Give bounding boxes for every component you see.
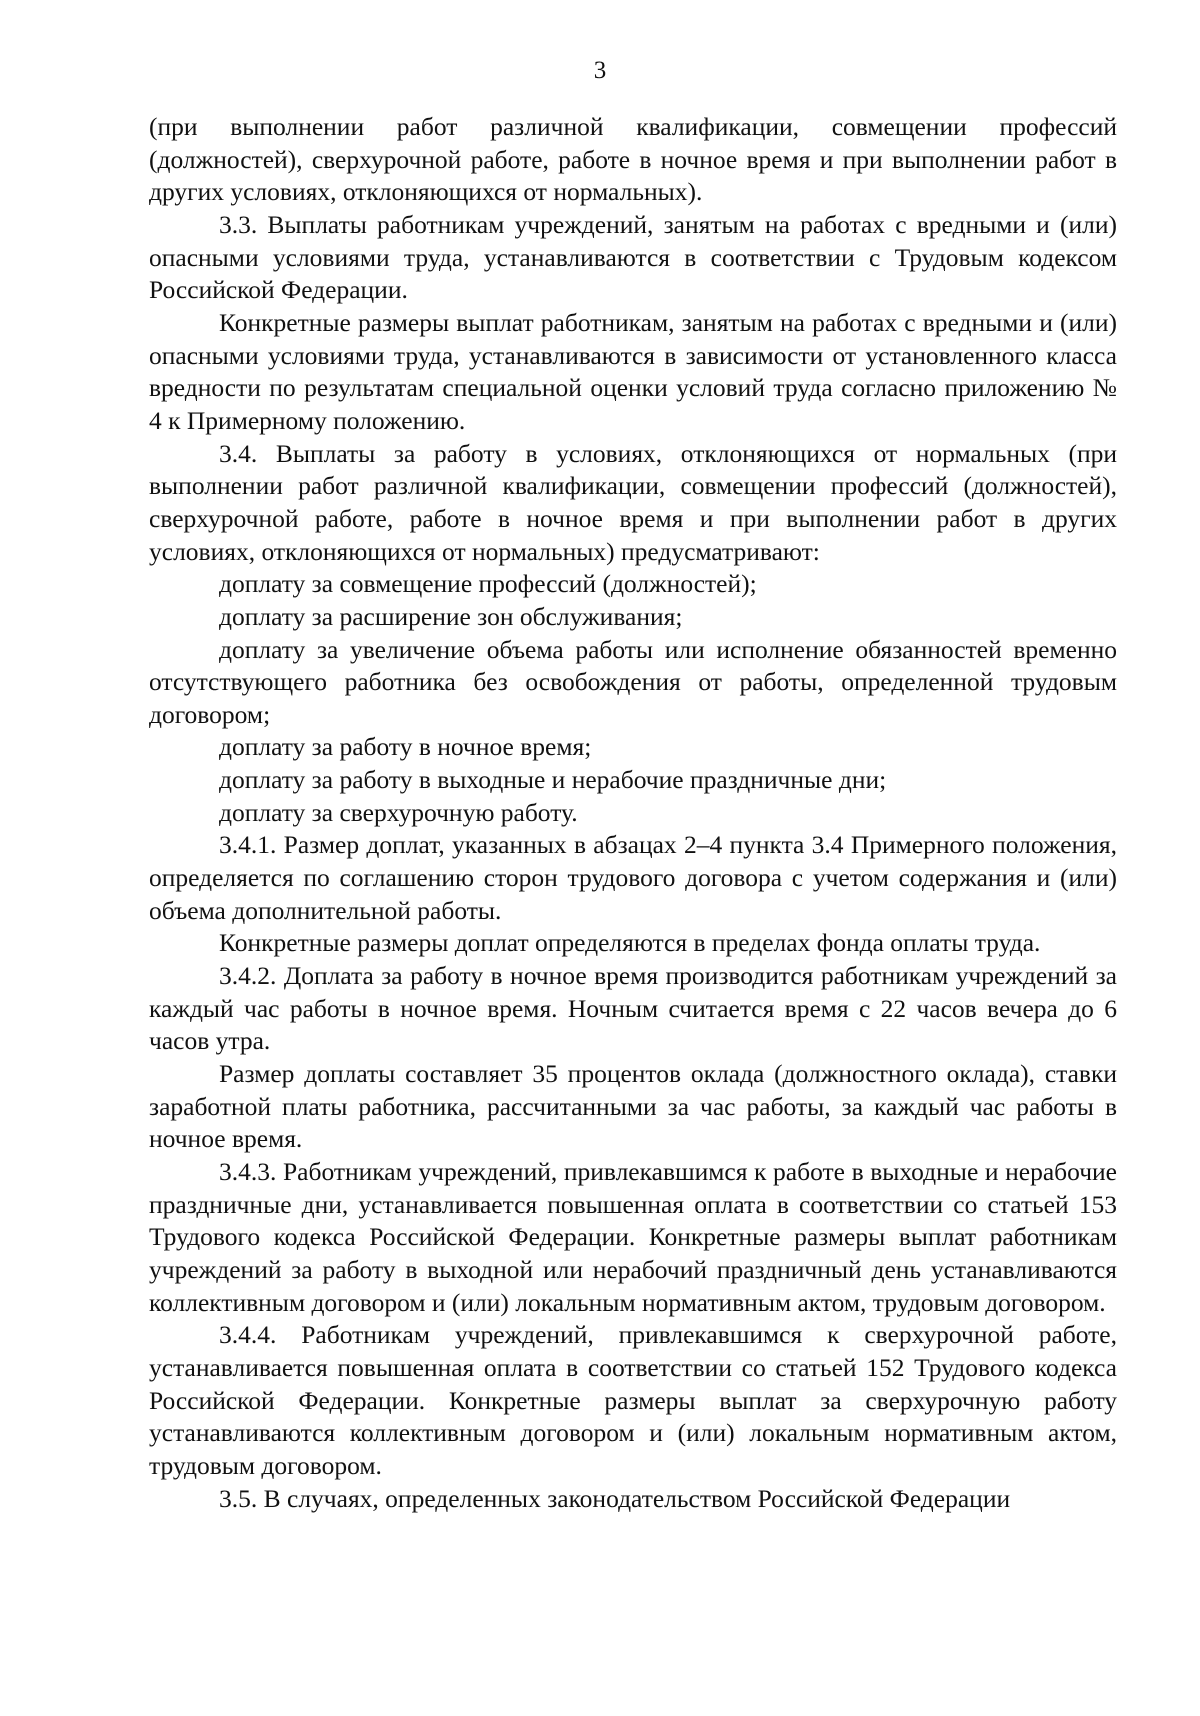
document-body [149,111,1117,1515]
list-item-overtime-work: доплату за сверхурочную работу. [219,797,578,827]
paragraph-3-5: 3.5. В случаях, определенных законодательством Российской Федерации [219,1483,1011,1513]
paragraph-3-4-2: 3.4.2. Доплата за работу в ночное время производится работникам учреждений за каждый час работы в ночное время. Ночным считается время с 22 часов вечера до 6 часов утра. [149,961,1117,1056]
page-number: 3 [593,57,607,84]
paragraph-3-4-1-specific-sizes: Конкретные размеры доплат определяются в пределах фонда оплаты труда. [219,928,1041,958]
list-item-workload-increase: доплату за увеличение объема работы или исполнение обязанностей временно отсутствующего работника без освобождения от работы, определенной трудовым договором; [149,634,1117,729]
paragraph-3-3: 3.3. Выплаты работникам учреждений, занятым на работах с вредными и (или) опасными условиями труда, устанавливаются в соответствии с Трудовым кодексом Российской Федерации. [149,209,1117,305]
list-item-night-work: доплату за работу в ночное время; [219,732,592,762]
paragraph-3-4-4: 3.4.4. Работникам учреждений, привлекавшимся к сверхурочной работе, устанавливается повышенная оплата в соответствии со статьей 152 Трудового кодекса Российской Федерации. Конкретные размеры выплат за сверхурочную работу устанавливаются коллективным договором и (или) локальным нормативным актом, трудовым договором. [149,1320,1117,1480]
list-item-combination-of-professions: доплату за совмещение профессий (должностей); [219,569,757,599]
list-item-holiday-work: доплату за работу в выходные и нерабочие праздничные дни; [219,765,887,795]
paragraph-3-4-3: 3.4.3. Работникам учреждений, привлекавшимся к работе в выходные и нерабочие праздничные дни, устанавливается повышенная оплата в соответствии со статьей 153 Трудового кодекса Российской Федерации. Конкретные размеры выплат работникам учреждений за работу в выходной или нерабочий праздничный день устанавливаются коллективным договором и (или) локальным нормативным актом, трудовым договором. [149,1157,1117,1317]
paragraph-3-4-1: 3.4.1. Размер доплат, указанных в абзацах 2–4 пункта 3.4 Примерного положения, определяется по соглашению сторон трудового договора с учетом содержания и (или) объема дополнительной работы. [149,830,1117,925]
paragraph-3-3-specific-sizes: Конкретные размеры выплат работникам, занятым на работах с вредными и (или) опасными условиями труда, устанавливаются в зависимости от установленного класса вредности по результатам специальной оценки условий труда согласно приложению № 4 к Примерному положению. [149,307,1117,435]
paragraph-3-4-2-payment-size: Размер доплаты составляет 35 процентов оклада (должностного оклада), ставки заработной платы работника, рассчитанными за час работы, за каждый час работы в ночное время. [149,1059,1117,1154]
paragraph-3-4: 3.4. Выплаты за работу в условиях, отклоняющихся от нормальных (при выполнении работ различной квалификации, совмещении профессий (должностей), сверхурочной работе, работе в ночное время и при выполнении работ в других условиях, отклоняющихся от нормальных) предусматривают: [149,438,1117,566]
paragraph-continuation: (при выполнении работ различной квалификации, совмещении профессий (должностей), сверхурочной работе, работе в ночное время и при выполнении работ в других условиях, отклоняющихся от нормальных). [149,112,1117,207]
list-item-service-zone-expansion: доплату за расширение зон обслуживания; [219,601,683,631]
